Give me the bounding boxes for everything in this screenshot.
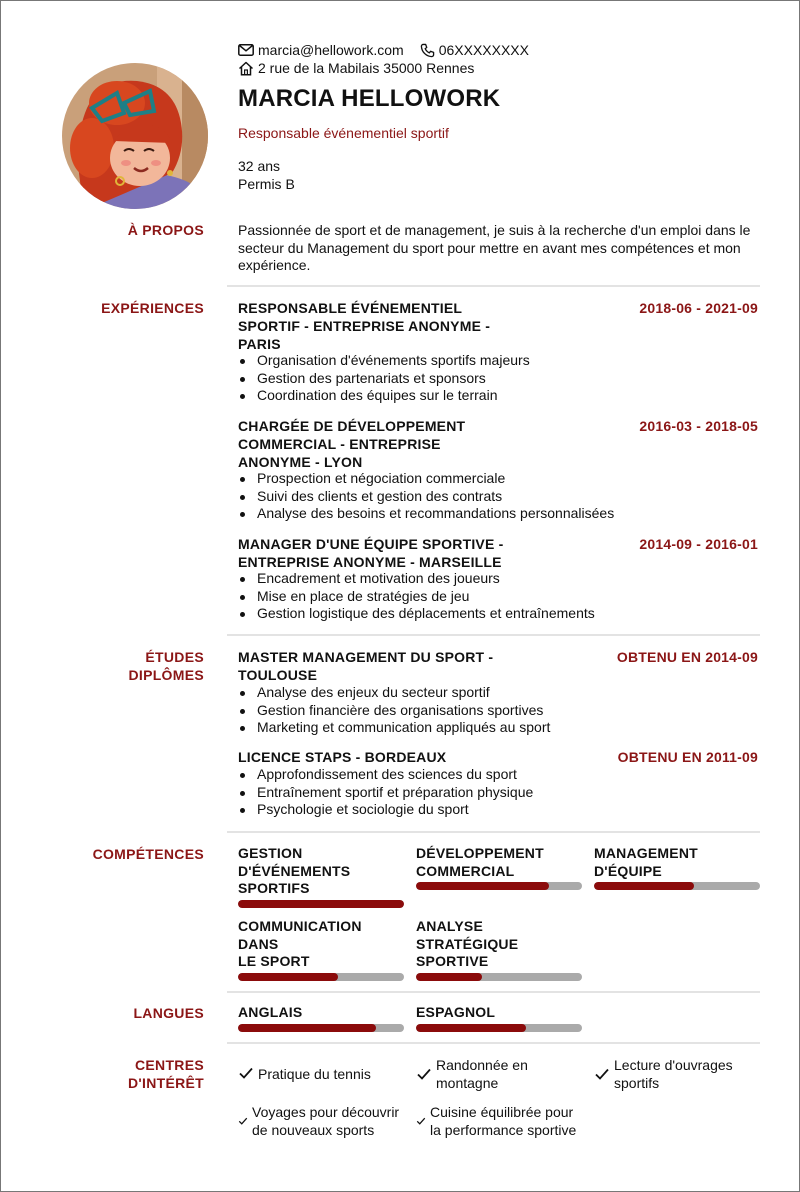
skill-label: DÉVELOPPEMENT COMMERCIAL — [416, 845, 544, 879]
skill-bar — [238, 900, 404, 908]
experience-date: 2014-09 - 2016-01 — [639, 536, 758, 552]
interest-item: Lecture d'ouvrages sportifs — [594, 1056, 733, 1092]
list-item: Suivi des clients et gestion des contrats — [238, 488, 614, 506]
education-bullets — [238, 684, 550, 737]
contact-row — [238, 41, 529, 59]
experience-bullets — [238, 470, 614, 523]
divider — [227, 831, 760, 833]
address-row — [238, 59, 474, 77]
section-title-interests: CENTRES D'INTÉRÊT — [127, 1057, 204, 1091]
list-item: Gestion financière des organisations sportives — [238, 702, 550, 720]
language-bar — [238, 1024, 404, 1032]
email-text[interactable]: marcia@hellowork.com — [258, 42, 404, 58]
skill-item — [416, 845, 582, 890]
section-title-languages: LANGUES — [133, 1005, 204, 1021]
list-item: Gestion logistique des déplacements et entraînements — [238, 605, 595, 623]
section-title-education: ÉTUDES DIPLÔMES — [128, 649, 204, 683]
section-title-about: À PROPOS — [127, 222, 204, 238]
candidate-name: MARCIA HELLOWORK — [238, 85, 501, 112]
skill-label: GESTION D'ÉVÉNEMENTS SPORTIFS — [238, 845, 351, 896]
phone-icon — [420, 43, 435, 58]
list-item: Mise en place de stratégies de jeu — [238, 588, 595, 606]
list-item: Marketing et communication appliqués au sport — [238, 719, 550, 737]
education-title: LICENCE STAPS - BORDEAUX — [238, 749, 447, 765]
interest-item: Pratique du tennis — [238, 1065, 371, 1083]
interest-item: Voyages pour découvrir de nouveaux sports — [238, 1103, 399, 1139]
skill-bar-fill — [238, 973, 338, 981]
divider — [227, 634, 760, 636]
skill-bar — [416, 882, 582, 890]
language-label: ANGLAIS — [238, 1004, 303, 1020]
education-date: OBTENU EN 2011-09 — [617, 749, 758, 765]
skill-bar-fill — [416, 973, 482, 981]
section-title-skills: COMPÉTENCES — [92, 846, 204, 862]
skill-label: COMMUNICATION DANS LE SPORT — [238, 918, 362, 969]
skill-bar — [594, 882, 760, 890]
address-text: 2 rue de la Mabilais 35000 Rennes — [258, 60, 475, 76]
experience-title: MANAGER D'UNE ÉQUIPE SPORTIVE - ENTREPRISE ANONYME - MARSEILLE — [238, 536, 504, 570]
avatar — [62, 63, 208, 209]
list-item: Organisation d'événements sportifs majeurs — [238, 352, 530, 370]
experience-bullets — [238, 352, 530, 405]
section-title-experiences: EXPÉRIENCES — [101, 300, 204, 316]
experience-title: RESPONSABLE ÉVÉNEMENTIEL SPORTIF - ENTREPRISE ANONYME - PARIS — [238, 300, 491, 352]
skill-bar-fill — [416, 882, 549, 890]
list-item: Coordination des équipes sur le terrain — [238, 387, 530, 405]
skill-item — [594, 845, 760, 890]
check-icon — [238, 1065, 254, 1081]
language-label: ESPAGNOL — [416, 1004, 496, 1020]
skill-bar — [416, 973, 582, 981]
home-icon — [238, 61, 254, 76]
skill-label: ANALYSE STRATÉGIQUE SPORTIVE — [416, 918, 519, 969]
list-item: Gestion des partenariats et sponsors — [238, 370, 530, 388]
list-item: Approfondissement des sciences du sport — [238, 766, 533, 784]
phone-text[interactable]: 06XXXXXXXX — [438, 42, 529, 58]
list-item: Analyse des enjeux du secteur sportif — [238, 684, 550, 702]
language-bar — [416, 1024, 582, 1032]
driving-license: Permis B — [238, 176, 295, 192]
experience-title: CHARGÉE DE DÉVELOPPEMENT COMMERCIAL - ENTREPRISE ANONYME - LYON — [238, 418, 466, 470]
skill-bar — [238, 973, 404, 981]
skill-bar-fill — [238, 900, 404, 908]
check-icon — [594, 1066, 610, 1082]
skill-item — [238, 918, 404, 981]
interest-item: Randonnée en montagne — [416, 1056, 528, 1092]
language-item — [416, 1004, 582, 1032]
divider — [227, 991, 760, 993]
education-bullets — [238, 766, 533, 819]
list-item: Encadrement et motivation des joueurs — [238, 570, 595, 588]
education-title: MASTER MANAGEMENT DU SPORT - TOULOUSE — [238, 649, 494, 683]
divider — [227, 285, 760, 287]
skill-item — [238, 845, 404, 908]
experience-date: 2018-06 - 2021-09 — [639, 300, 758, 316]
divider — [227, 1042, 760, 1044]
age: 32 ans — [238, 158, 281, 174]
mail-icon — [238, 44, 254, 56]
experience-bullets — [238, 570, 595, 623]
check-icon — [416, 1066, 432, 1082]
skill-label: MANAGEMENT D'ÉQUIPE — [594, 845, 698, 879]
check-icon — [416, 1116, 426, 1126]
interest-item: Cuisine équilibrée pour la performance sportive — [416, 1103, 576, 1139]
list-item: Analyse des besoins et recommandations personnalisées — [238, 505, 614, 523]
education-date: OBTENU EN 2014-09 — [616, 649, 758, 665]
experience-date: 2016-03 - 2018-05 — [639, 418, 758, 434]
check-icon — [238, 1116, 248, 1126]
list-item: Entraînement sportif et préparation physique — [238, 784, 533, 802]
job-title: Responsable événementiel sportif — [238, 125, 449, 141]
list-item: Prospection et négociation commerciale — [238, 470, 614, 488]
language-bar-fill — [238, 1024, 376, 1032]
about-text: Passionnée de sport et de management, je suis à la recherche d'un emploi dans le secteur du Management du sport pour mettre en avant mes compétences et mon expérience. — [238, 222, 751, 273]
skill-bar-fill — [594, 882, 694, 890]
language-bar-fill — [416, 1024, 526, 1032]
language-item — [238, 1004, 404, 1032]
list-item: Psychologie et sociologie du sport — [238, 801, 533, 819]
skill-item — [416, 918, 582, 981]
